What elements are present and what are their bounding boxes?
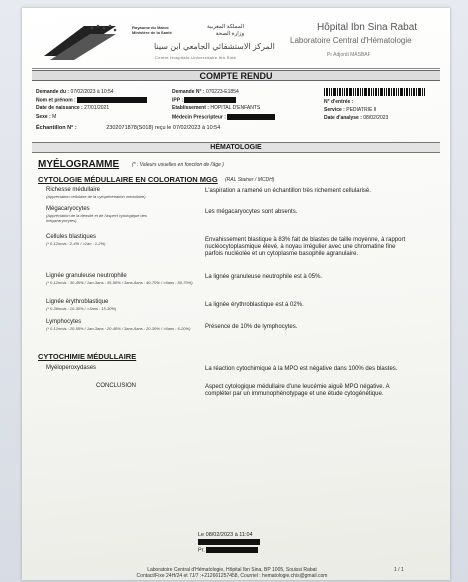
row-sub-lymphocytes: (* 0-12mois : 20-55% / 1an-3ans : 20-40% / 3ans-6ans : 20-30% / >6ans : 5-20%) bbox=[46, 326, 191, 331]
ministry-logo bbox=[40, 20, 120, 64]
barcode-bar bbox=[411, 88, 412, 96]
row-sub-granuleuse: (* 0-12mois : 30-45% / 1an-3ans : 35-50% / 3ans-6ans : 40-70% / >6ans : 50-70%) bbox=[46, 280, 193, 285]
barcode-bar bbox=[337, 88, 338, 96]
row-sub-richesse: (Appréciation cellulaire de la cytopénétration médullaire) bbox=[46, 194, 146, 199]
barcode-bar bbox=[422, 88, 423, 96]
field-sexe: Sexe : M bbox=[36, 114, 57, 120]
row-value-lymphocytes: Présence de 10% de lymphocytes. bbox=[205, 324, 298, 330]
header-divider bbox=[32, 68, 440, 69]
conclusion-value: Aspect cytologique médullaire d'une leucémie aiguë MPO négative. A compléter par un immunophénotypage et une étude cytogénétique. bbox=[205, 384, 390, 397]
row-label-lymphocytes: Lymphocytes bbox=[46, 319, 82, 325]
row-label-granuleuse: Lignée granuleuse neutrophile bbox=[46, 273, 127, 279]
myelogram-heading: MYÉLOGRAMME bbox=[38, 159, 120, 170]
barcode-bar bbox=[413, 88, 415, 96]
barcode-bar bbox=[378, 88, 379, 96]
conclusion-label: CONCLUSION bbox=[96, 383, 137, 389]
barcode-bar bbox=[416, 88, 417, 96]
barcode-bar bbox=[355, 88, 356, 96]
report-title: COMPTE RENDU bbox=[32, 70, 440, 81]
field-medecin: Médecin Prescripteur : bbox=[172, 114, 275, 120]
row-value-erythro: La lignée érythroblastique est à 02%. bbox=[205, 302, 304, 308]
barcode-bar bbox=[368, 88, 370, 96]
row-value-granuleuse: La lignée granuleuse neutrophile est à 05%. bbox=[205, 274, 323, 280]
row-label-erythro: Lignée érythroblastique bbox=[46, 299, 109, 305]
barcode-bar bbox=[386, 88, 387, 96]
cytochemistry-heading: CYTOCHIMIE MÉDULLAIRE bbox=[38, 352, 137, 361]
redacted-name bbox=[77, 97, 147, 103]
barcode-bar bbox=[393, 88, 395, 96]
field-echantillon: Échantillon N° : 2302071878(S018) reçu le 07/02/2023 à 10:54 bbox=[36, 125, 221, 131]
redacted-doctor bbox=[227, 114, 275, 120]
barcode-bar bbox=[360, 88, 361, 96]
ministry-name-ar: المملكة المغربية وزارة الصحة bbox=[207, 24, 245, 37]
row-sub-blastes: (* 0-12mois : 2-4% / >1an : 1-2%) bbox=[46, 241, 106, 246]
field-demande-no: Demande N° : 070223-E1854 bbox=[172, 89, 239, 95]
field-nom: Nom et prénom : bbox=[36, 97, 147, 103]
row-sub-megacaryocytes: (Appréciation de la densité et de l'aspect cytologique des mégacaryocytes) bbox=[46, 213, 147, 223]
barcode-bar bbox=[344, 88, 345, 96]
university-name-fr: Centre Hospitalo-Universitaire Ibn Sina bbox=[155, 55, 236, 60]
barcode-bar bbox=[362, 88, 363, 96]
row-value-blastes: Envahissement blastique à 83% fait de blastes de taille moyenne, à rapport nucléocytoplasmique élevé, à noyau irrégulier avec une chromatine fine parfois nucléolée et un cytoplasme basophile agranulaire. bbox=[205, 237, 406, 257]
barcode-bar bbox=[418, 88, 421, 96]
lab-contact: Laboratoire Central d'Hématologie, Hôpital Ibn Sina, BP 1005, Souissi Rabat Contact/Fixe 24H/24 et 7J/7 :+212661257458, Courriel : hematologie.chis@gmail.com bbox=[136, 567, 328, 579]
barcode-bar bbox=[406, 88, 408, 96]
barcode-bar bbox=[396, 88, 397, 96]
page-number: 1 / 1 bbox=[394, 567, 404, 573]
barcode-bar bbox=[375, 88, 377, 96]
cytology-stain-note: (RAL Stainer / MCDH) bbox=[225, 177, 275, 183]
barcode-bar bbox=[357, 88, 359, 96]
signer: Pr. bbox=[198, 547, 258, 553]
row-label-megacaryocytes: Mégacaryocytes bbox=[46, 206, 90, 212]
barcode-bar bbox=[380, 88, 383, 96]
barcode-bar bbox=[384, 88, 385, 96]
field-etablissement: Etablissement : HOPITAL D'ENFANTS bbox=[172, 105, 261, 111]
barcode-bar bbox=[424, 88, 425, 96]
redacted-signature bbox=[198, 539, 260, 545]
ministry-name-fr: Royaume du Maroc Ministère de la Santé bbox=[132, 25, 172, 35]
barcode-bar bbox=[391, 88, 392, 96]
mpo-label: Myéloperoxydases bbox=[46, 365, 97, 371]
barcode-bar bbox=[329, 88, 330, 96]
barcode-bar bbox=[400, 88, 403, 96]
barcode-bar bbox=[339, 88, 341, 96]
field-entree: N° d'entrée : bbox=[324, 99, 354, 105]
barcode-bar bbox=[409, 88, 410, 96]
hospital-name: Hôpital Ibn Sina Rabat bbox=[317, 22, 418, 33]
barcode-bar bbox=[333, 88, 336, 96]
barcode-bar bbox=[331, 88, 332, 96]
cytology-heading: CYTOLOGIE MÉDULLAIRE EN COLORATION MGG bbox=[38, 175, 218, 184]
barcode-bar bbox=[324, 88, 325, 96]
barcode bbox=[324, 88, 436, 96]
field-service: Service : PEDIATRIE II bbox=[324, 107, 377, 113]
row-label-richesse: Richesse médullaire bbox=[46, 187, 101, 193]
section-title: HÉMATOLOGIE bbox=[32, 142, 440, 153]
barcode-bar bbox=[373, 88, 374, 96]
barcode-bar bbox=[349, 88, 352, 96]
field-demande-du: Demande du : 07/02/2023 à 10:54 bbox=[36, 89, 114, 95]
barcode-bar bbox=[353, 88, 354, 96]
mpo-value: La réaction cytochimique à la MPO est négative dans 100% des blastes. bbox=[205, 366, 398, 372]
professor-name: Pr Adjordi MASBAF bbox=[327, 52, 371, 58]
field-analyse: Date d'analyse : 08/02/2023 bbox=[324, 115, 389, 121]
barcode-bar bbox=[326, 88, 328, 96]
university-name-ar: المركز الاستشفائي الجامعي ابن سينا bbox=[154, 42, 275, 51]
barcode-bar bbox=[364, 88, 367, 96]
report-paper bbox=[22, 8, 450, 580]
barcode-bar bbox=[404, 88, 405, 96]
barcode-bar bbox=[342, 88, 343, 96]
barcode-bar bbox=[371, 88, 372, 96]
barcode-bar bbox=[398, 88, 399, 96]
redacted-ipp bbox=[184, 97, 236, 103]
reference-note: (* : Valeurs usuelles en fonction de l'âge ) bbox=[132, 162, 224, 168]
row-value-megacaryocytes: Les mégacaryocytes sont absents. bbox=[205, 209, 298, 215]
row-value-richesse: L'aspiration a ramené un échantillon très richement cellularisé. bbox=[205, 188, 371, 194]
signature-date: Le 08/02/2023 à 11:04 bbox=[198, 532, 253, 538]
field-naissance: Date de naissance : 27/01/2021 bbox=[36, 105, 110, 111]
laboratory-name: Laboratoire Central d'Hématologie bbox=[290, 36, 412, 45]
redacted-signer-name bbox=[206, 547, 258, 553]
barcode-bar bbox=[388, 88, 390, 96]
field-ipp: IPP : bbox=[172, 97, 236, 103]
row-label-blastes: Cellules blastiques bbox=[46, 234, 97, 240]
row-sub-erythro: (* 0-36mois : 10-30% / >3ans : 15-30%) bbox=[46, 306, 117, 311]
barcode-bar bbox=[346, 88, 348, 96]
